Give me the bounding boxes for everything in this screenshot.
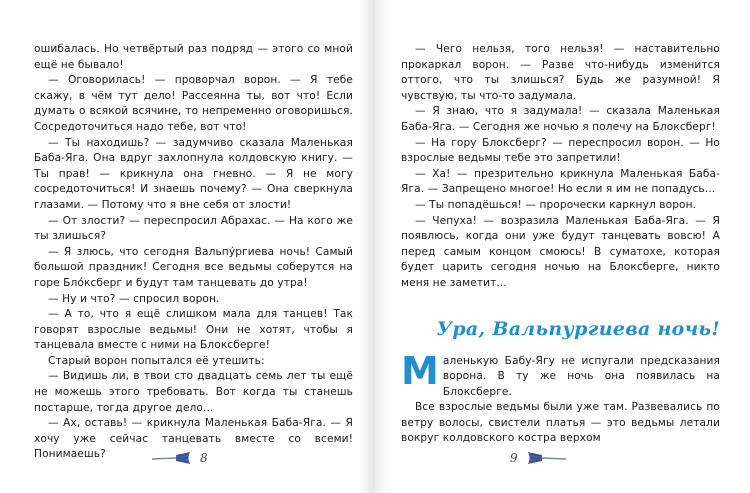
paragraph: — От злости? — переспросил Абрахас. — На кого же ты злишься? <box>34 214 353 243</box>
paragraph: — Я злюсь, что сегодня Вальпу́ргиева ночь! Самый большой праздник! Сегодня все ведьмы соберутся на горе Бло́ксберг и будут там танцевать до утра! <box>34 245 353 289</box>
paragraph: — Видишь ли, в твои сто двадцать семь лет ты ещё не можешь этого требовать. Вот когда ты станешь постарше, тогда другое дело... <box>34 370 353 414</box>
paragraph: — Чепуха! — возразила Маленькая Баба-Яга. — Я появлюсь, когда они уже будут танцевать вовсю! А перед самым концом смоюсь! В суматохе, которая будет царить сегодня ночью на Блоксберге, никто меня не заметит... <box>401 214 720 289</box>
page-number: 9 <box>510 451 518 465</box>
paragraph: — Ну и что? — спросил ворон. <box>48 292 220 305</box>
chapter-title: Ура, Вальпургиева ночь! <box>436 317 720 340</box>
page-number: 8 <box>200 451 208 465</box>
paragraph: Все взрослые ведьмы были уже там. Развевались по ветру волосы, свистели платья — это ведьмы летали вокруг колдовского костра верхом <box>401 401 720 445</box>
paragraph: — Чего нельзя, того нельзя! — наставительно прокаркал ворон. — Разве что-нибудь изменится оттого, что ты злишься? Будь же разумной! Я чувствую, ты что-то задумала. <box>401 43 720 102</box>
paragraph: ошибалась. Но четвёртый раз подряд — этого со мной ещё не бывало! <box>34 43 353 71</box>
paragraph: — На гору Блоксберг? — переспросил ворон. — Но взрослые ведьмы тебе это запретили! <box>401 136 720 165</box>
right-page <box>375 0 750 493</box>
broom-icon <box>150 451 192 465</box>
dropcap-paragraph-text: аленькую Бабу-Ягу не испугали предсказания ворона. В ту же ночь она появилась на Блоксберге. <box>442 354 720 398</box>
left-folio <box>150 451 208 465</box>
paragraph: — Я знаю, что я задумала! — сказала Маленькая Баба-Яга. — Сегодня же ночью я полечу на Блоксберг! <box>401 105 720 133</box>
paragraph: — Ха! — презрительно крикнула Маленькая Баба-Яга. — Запрещено многое! Но если я им не попадусь... <box>401 167 720 196</box>
paragraph: — Оговорилась! — проворчал ворон. — Я тебе скажу, в чём тут дело! Рассеянна ты, вот что! Если думать о всякой всячине, то непременно оговоришься. Сосредоточиться надо тебе, вот что! <box>34 74 353 133</box>
right-folio <box>510 451 568 465</box>
left-page-text <box>34 42 353 463</box>
dropcap-letter: М <box>401 348 439 393</box>
paragraph: — Ты попадёшься! — пророчески каркнул ворон. <box>415 198 697 211</box>
dropcap-paragraph <box>401 348 720 401</box>
chapter-text <box>401 348 720 448</box>
paragraph: Старый ворон попытался её утешить: <box>48 354 265 367</box>
paragraph: — Ты находишь? — задумчиво сказала Маленькая Баба-Яга. Она вдруг захлопнула колдовскую книгу. — Ты прав! — крикнула она гневно. — Я не могу сосредоточиться! И знаешь почему? — Она сверкнула глазами. — Потому что я вне себя от злости! <box>34 136 353 211</box>
paragraph: — Ах, оставь! — крикнула Маленькая Баба-Яга. — Я хочу уже сейчас танцевать вместе со всеми! Понимаешь? <box>34 417 353 461</box>
paragraph: — А то, что я ещё слишком мала для танцев! Так говорят взрослые ведьмы! Они не хотят, чтобы я танцевала вместе с ними на Блоксберге! <box>34 308 353 352</box>
broom-icon <box>526 451 568 465</box>
right-page-text <box>401 42 720 292</box>
